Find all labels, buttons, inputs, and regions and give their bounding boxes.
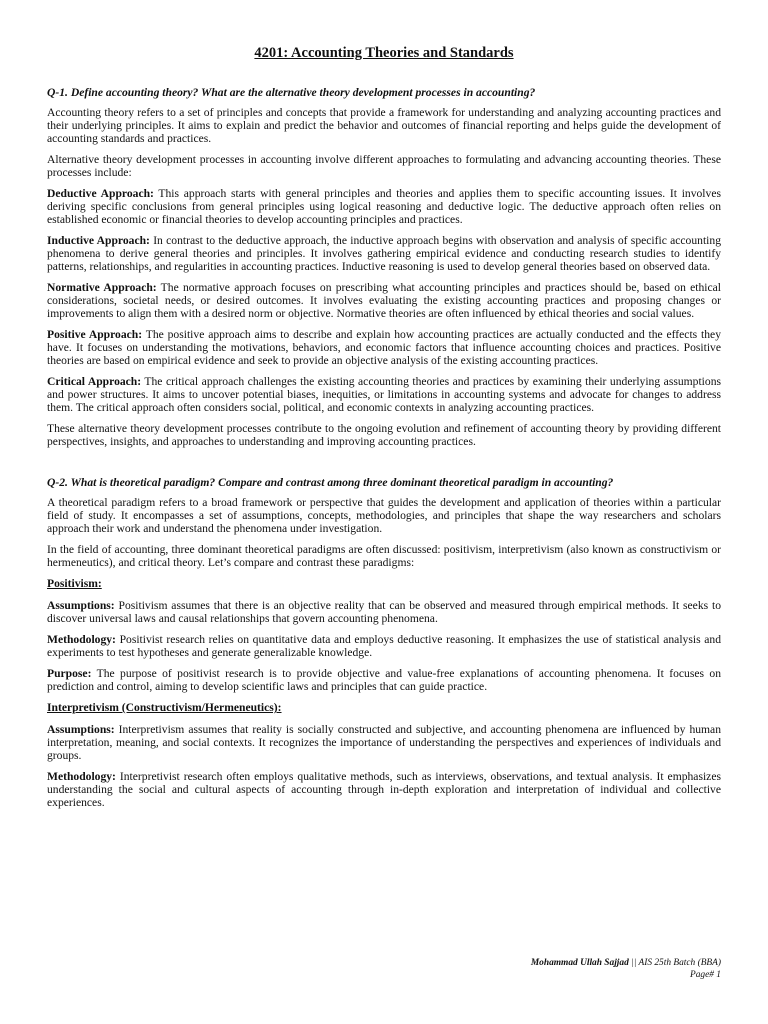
- question-1: Q-1. Define accounting theory? What are the alternative theory development processes in accounting?: [47, 86, 536, 99]
- paragraph-deductive-approach: [47, 187, 721, 226]
- paragraph-positive-approach: [47, 328, 721, 367]
- term-positivism-assumptions: Assumptions:: [47, 599, 115, 612]
- term-interpretivism-assumptions: Assumptions:: [47, 723, 115, 736]
- text-positivism-purpose: The purpose of positivist research is to provide objective and value-free explanations of accounting phenomena. It focuses on prediction and control, aiming to develop scientific laws and principles that can guide practice.: [47, 667, 721, 693]
- document-body: [47, 44, 721, 817]
- page-footer: [531, 958, 721, 981]
- paragraph-inductive-approach: [47, 234, 721, 273]
- text-normative-approach: The normative approach focuses on prescribing what accounting principles and practices should be, based on ethical considerations, societal needs, or desired outcomes. It involves evaluating the existing accounting practices and proposing changes or improvements to align them with a desired norm or objective. Normative theories are often influenced by ethical theories and social values.: [47, 281, 721, 320]
- paragraph-critical-approach: [47, 375, 721, 414]
- paragraph-positivism-methodology: [47, 633, 721, 659]
- page-number: Page# 1: [690, 969, 721, 980]
- term-positivism-purpose: Purpose:: [47, 667, 92, 680]
- paragraph-paradigms-intro: In the field of accounting, three dominant theoretical paradigms are often discussed: positivism, interpretivism (also known as constructivism or hermeneutics), and critical theory. Let’s compare and contrast these paradigms:: [47, 543, 721, 569]
- text-deductive-approach: This approach starts with general principles and theories and applies them to specific accounting issues. It involves deriving specific conclusions from general principles using logical reasoning and deductive logic. The deductive approach often relies on established economic or financial theories to develop accounting principles and practices.: [47, 187, 721, 226]
- term-interpretivism-methodology: Methodology:: [47, 770, 116, 783]
- text-critical-approach: The critical approach challenges the existing accounting theories and practices by examining their underlying assumptions and power structures. It aims to uncover potential biases, inequities, or limitations in accounting systems and advocate for changes to address them. The critical approach often considers social, political, and economic contexts in analyzing accounting practices.: [47, 375, 721, 414]
- paragraph-paradigm-definition: A theoretical paradigm refers to a broad framework or perspective that guides the development and application of theories within a particular field of study. It encompasses a set of assumptions, concepts, methodologies, and principles that shape the way researchers and scholars approach their work and understand the phenomena under investigation.: [47, 496, 721, 535]
- paragraph-q1-conclusion: These alternative theory development processes contribute to the ongoing evolution and refinement of accounting theory by providing different perspectives, insights, and approaches to understanding and improving accounting practices.: [47, 422, 721, 448]
- heading-interpretivism: Interpretivism (Constructivism/Hermeneutics):: [47, 701, 282, 714]
- paragraph-normative-approach: [47, 281, 721, 320]
- term-critical-approach: Critical Approach:: [47, 375, 142, 388]
- term-deductive-approach: Deductive Approach:: [47, 187, 154, 200]
- paragraph-accounting-theory-definition: Accounting theory refers to a set of principles and concepts that provide a framework for understanding and analyzing accounting practices and their underlying principles. It aims to explain and predict the behavior and outcomes of financial reporting and helps guide the development of accounting standards and practices.: [47, 106, 721, 145]
- paragraph-interpretivism-methodology: [47, 770, 721, 809]
- paragraph-processes-intro: Alternative theory development processes in accounting involve different approaches to formulating and advancing accounting theories. These processes include:: [47, 153, 721, 179]
- text-interpretivism-methodology: Interpretivist research often employs qualitative methods, such as interviews, observations, and textual analysis. It emphasizes understanding the social and cultural aspects of accounting through in-depth exploration and interpretation of individual and collective experiences.: [47, 770, 721, 809]
- text-inductive-approach: In contrast to the deductive approach, the inductive approach begins with observation and analysis of specific accounting phenomena to derive general theories and principles. It involves gathering empirical evidence and conducting research studies to identify patterns, relationships, and regularities in accounting practices. Inductive reasoning is used to develop general theories based on observed data.: [47, 234, 721, 273]
- term-inductive-approach: Inductive Approach:: [47, 234, 150, 247]
- term-normative-approach: Normative Approach:: [47, 281, 157, 294]
- heading-positivism: Positivism:: [47, 577, 102, 590]
- text-positive-approach: The positive approach aims to describe and explain how accounting practices are actually conducted and the effects they have. It focuses on understanding the motivations, behaviors, and economic factors that influence accounting choices and practices. Positive theories are based on empirical evidence and seek to provide an objective analysis of the existing accounting practices.: [47, 328, 721, 367]
- text-positivism-methodology: Positivist research relies on quantitative data and employs deductive reasoning. It emphasizes the use of statistical analysis and experiments to test hypotheses and generate generalizable knowledge.: [47, 633, 721, 659]
- paragraph-interpretivism-assumptions: [47, 723, 721, 762]
- footer-author-line: [531, 958, 721, 970]
- footer-author: Mohammad Ullah Sajjad: [530, 958, 629, 968]
- paragraph-positivism-purpose: [47, 667, 721, 693]
- question-2: Q-2. What is theoretical paradigm? Compare and contrast among three dominant theoretical paradigm in accounting?: [47, 476, 614, 489]
- footer-batch: || AIS 25th Batch (BBA): [628, 958, 721, 968]
- paragraph-positivism-assumptions: [47, 599, 721, 625]
- text-interpretivism-assumptions: Interpretivism assumes that reality is socially constructed and subjective, and accounting phenomena are influenced by human interpretation, meaning, and social contexts. It recognizes the importance of understanding the perspectives and experiences of individuals and groups.: [47, 723, 721, 762]
- text-positivism-assumptions: Positivism assumes that there is an objective reality that can be observed and measured through empirical methods. It seeks to discover universal laws and causal relationships that govern accounting phenomena.: [47, 599, 721, 625]
- page-title: 4201: Accounting Theories and Standards: [254, 45, 514, 61]
- term-positivism-methodology: Methodology:: [47, 633, 116, 646]
- term-positive-approach: Positive Approach:: [47, 328, 143, 341]
